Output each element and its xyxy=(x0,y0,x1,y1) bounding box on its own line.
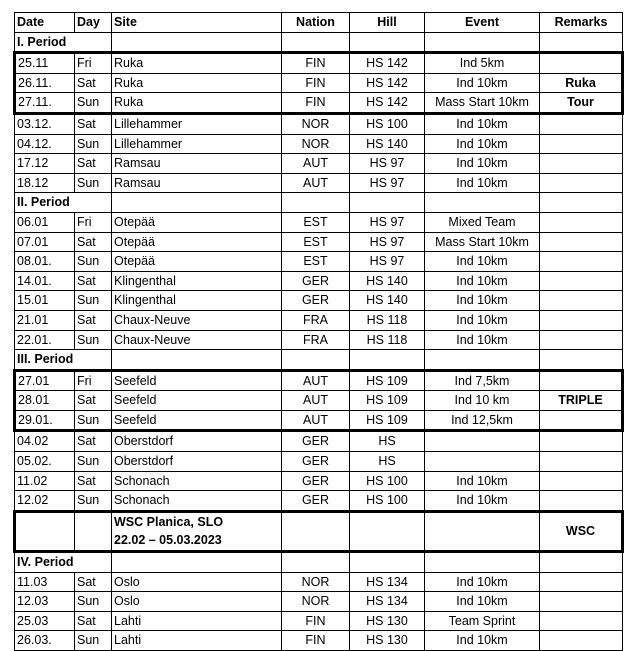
period-row xyxy=(15,350,623,371)
event-cell: Ind 10km xyxy=(425,134,540,154)
table-row xyxy=(15,631,623,651)
day-cell: Sun xyxy=(75,252,112,272)
day-cell: Sun xyxy=(75,631,112,651)
hill-cell: HS 142 xyxy=(350,93,425,114)
remarks-cell xyxy=(540,310,623,330)
table-row xyxy=(15,592,623,612)
remarks-cell xyxy=(540,134,623,154)
event-cell: Ind 10km xyxy=(425,154,540,174)
date-cell: 11.02 xyxy=(15,471,75,491)
header-day: Day xyxy=(75,13,112,33)
wsc-row xyxy=(15,511,623,551)
header-site: Site xyxy=(112,13,282,33)
event-cell: Ind 10km xyxy=(425,572,540,592)
day-cell: Sat xyxy=(75,431,112,452)
day-cell: Sat xyxy=(75,154,112,174)
table-row xyxy=(15,134,623,154)
site-cell: Oslo xyxy=(112,592,282,612)
day-cell: Sat xyxy=(75,232,112,252)
event-cell: Ind 10km xyxy=(425,113,540,134)
period-label: I. Period xyxy=(15,32,112,53)
nation-cell: GER xyxy=(282,491,350,512)
day-cell: Sat xyxy=(75,271,112,291)
table-row xyxy=(15,291,623,311)
hill-cell: HS 134 xyxy=(350,592,425,612)
site-cell: Chaux-Neuve xyxy=(112,310,282,330)
table-row xyxy=(15,391,623,411)
nation-cell: FIN xyxy=(282,631,350,651)
header-remarks: Remarks xyxy=(540,13,623,33)
site-cell: Klingenthal xyxy=(112,271,282,291)
day-cell: Sat xyxy=(75,113,112,134)
site-cell: Lillehammer xyxy=(112,113,282,134)
event-cell: Ind 10km xyxy=(425,310,540,330)
wsc-remark: WSC xyxy=(540,511,623,551)
table-row xyxy=(15,212,623,232)
site-cell: Schonach xyxy=(112,491,282,512)
day-cell: Sun xyxy=(75,592,112,612)
event-cell: Ind 10km xyxy=(425,271,540,291)
table-row xyxy=(15,611,623,631)
event-cell xyxy=(425,431,540,452)
site-cell: Ruka xyxy=(112,73,282,93)
day-cell: Sun xyxy=(75,410,112,431)
hill-cell: HS 134 xyxy=(350,572,425,592)
header-hill: Hill xyxy=(350,13,425,33)
date-cell: 06.01 xyxy=(15,212,75,232)
nation-cell: FIN xyxy=(282,73,350,93)
remarks-cell xyxy=(540,572,623,592)
nation-cell: FRA xyxy=(282,310,350,330)
hill-cell: HS 140 xyxy=(350,271,425,291)
site-cell: Seefeld xyxy=(112,370,282,391)
site-cell: Oberstdorf xyxy=(112,452,282,472)
nation-cell: FIN xyxy=(282,611,350,631)
hill-cell: HS 109 xyxy=(350,410,425,431)
event-cell: Ind 10km xyxy=(425,173,540,193)
remarks-cell xyxy=(540,53,623,74)
date-cell: 15.01 xyxy=(15,291,75,311)
event-cell: Ind 5km xyxy=(425,53,540,74)
day-cell: Fri xyxy=(75,53,112,74)
remarks-cell xyxy=(540,631,623,651)
table-row xyxy=(15,113,623,134)
period-label: IV. Period xyxy=(15,552,112,573)
nation-cell: GER xyxy=(282,452,350,472)
nation-cell: NOR xyxy=(282,113,350,134)
wsc-title: WSC Planica, SLO xyxy=(114,514,224,529)
remarks-cell xyxy=(540,113,623,134)
event-cell: Team Sprint xyxy=(425,611,540,631)
hill-cell: HS 130 xyxy=(350,611,425,631)
wsc-site-cell xyxy=(112,511,282,551)
event-cell: Ind 10km xyxy=(425,291,540,311)
hill-cell: HS 97 xyxy=(350,154,425,174)
date-cell: 26.11. xyxy=(15,73,75,93)
day-cell: Sun xyxy=(75,291,112,311)
header-date: Date xyxy=(15,13,75,33)
remarks-cell xyxy=(540,611,623,631)
table-row xyxy=(15,310,623,330)
remarks-cell xyxy=(540,491,623,512)
hill-cell: HS 100 xyxy=(350,491,425,512)
site-cell: Ruka xyxy=(112,93,282,114)
nation-cell: EST xyxy=(282,232,350,252)
date-cell: 25.03 xyxy=(15,611,75,631)
site-cell: Chaux-Neuve xyxy=(112,330,282,350)
nation-cell: AUT xyxy=(282,370,350,391)
table-row xyxy=(15,491,623,512)
nation-cell: AUT xyxy=(282,391,350,411)
header-nation: Nation xyxy=(282,13,350,33)
header-event: Event xyxy=(425,13,540,33)
site-cell: Seefeld xyxy=(112,410,282,431)
hill-cell: HS 97 xyxy=(350,252,425,272)
event-cell: Ind 10km xyxy=(425,631,540,651)
table-row xyxy=(15,471,623,491)
site-cell: Ruka xyxy=(112,53,282,74)
date-cell: 27.11. xyxy=(15,93,75,114)
table-row xyxy=(15,271,623,291)
day-cell: Sun xyxy=(75,93,112,114)
nation-cell: EST xyxy=(282,212,350,232)
table-row xyxy=(15,452,623,472)
day-cell: Sun xyxy=(75,452,112,472)
hill-cell: HS 97 xyxy=(350,212,425,232)
event-cell: Ind 10km xyxy=(425,491,540,512)
hill-cell: HS 97 xyxy=(350,173,425,193)
hill-cell: HS 109 xyxy=(350,391,425,411)
nation-cell: AUT xyxy=(282,173,350,193)
hill-cell: HS xyxy=(350,452,425,472)
event-cell: Ind 10km xyxy=(425,330,540,350)
date-cell: 14.01. xyxy=(15,271,75,291)
day-cell: Fri xyxy=(75,212,112,232)
remarks-cell xyxy=(540,232,623,252)
remarks-cell xyxy=(540,410,623,431)
nation-cell: FIN xyxy=(282,53,350,74)
remarks-cell xyxy=(540,291,623,311)
day-cell: Sat xyxy=(75,471,112,491)
nation-cell: FRA xyxy=(282,330,350,350)
nation-cell: FIN xyxy=(282,93,350,114)
calendar-table xyxy=(13,12,624,651)
hill-cell: HS 142 xyxy=(350,53,425,74)
day-cell: Sat xyxy=(75,391,112,411)
hill-cell: HS 100 xyxy=(350,471,425,491)
nation-cell: GER xyxy=(282,471,350,491)
schedule-sheet xyxy=(13,12,624,651)
site-cell: Lahti xyxy=(112,611,282,631)
site-cell: Lahti xyxy=(112,631,282,651)
hill-cell: HS 100 xyxy=(350,113,425,134)
event-cell: Ind 10km xyxy=(425,252,540,272)
nation-cell: NOR xyxy=(282,572,350,592)
remarks-cell: TRIPLE xyxy=(540,391,623,411)
table-row xyxy=(15,93,623,114)
period-row xyxy=(15,32,623,53)
hill-cell: HS xyxy=(350,431,425,452)
date-cell: 04.02 xyxy=(15,431,75,452)
date-cell: 04.12. xyxy=(15,134,75,154)
table-row xyxy=(15,73,623,93)
event-cell: Ind 10km xyxy=(425,471,540,491)
hill-cell: HS 109 xyxy=(350,370,425,391)
remarks-cell xyxy=(540,592,623,612)
date-cell: 28.01 xyxy=(15,391,75,411)
site-cell: Otepää xyxy=(112,232,282,252)
date-cell: 07.01 xyxy=(15,232,75,252)
hill-cell: HS 118 xyxy=(350,310,425,330)
date-cell: 27.01 xyxy=(15,370,75,391)
day-cell: Sun xyxy=(75,173,112,193)
day-cell: Sat xyxy=(75,572,112,592)
hill-cell: HS 97 xyxy=(350,232,425,252)
nation-cell: AUT xyxy=(282,154,350,174)
table-row xyxy=(15,232,623,252)
event-cell: Ind 10km xyxy=(425,592,540,612)
date-cell: 25.11 xyxy=(15,53,75,74)
site-cell: Klingenthal xyxy=(112,291,282,311)
remarks-cell: Tour xyxy=(540,93,623,114)
remarks-cell xyxy=(540,330,623,350)
event-cell: Ind 10km xyxy=(425,73,540,93)
table-row xyxy=(15,370,623,391)
table-row xyxy=(15,410,623,431)
remarks-cell: Ruka xyxy=(540,73,623,93)
date-cell: 22.01. xyxy=(15,330,75,350)
date-cell: 17.12 xyxy=(15,154,75,174)
hill-cell: HS 118 xyxy=(350,330,425,350)
event-cell: Ind 7,5km xyxy=(425,370,540,391)
date-cell: 12.03 xyxy=(15,592,75,612)
day-cell: Fri xyxy=(75,370,112,391)
table-row xyxy=(15,572,623,592)
day-cell: Sun xyxy=(75,491,112,512)
wsc-dates: 22.02 – 05.03.2023 xyxy=(114,533,222,548)
table-row xyxy=(15,330,623,350)
remarks-cell xyxy=(540,271,623,291)
period-label: II. Period xyxy=(15,193,112,213)
event-cell: Mixed Team xyxy=(425,212,540,232)
period-row xyxy=(15,193,623,213)
table-row xyxy=(15,53,623,74)
hill-cell: HS 142 xyxy=(350,73,425,93)
site-cell: Oslo xyxy=(112,572,282,592)
header-row xyxy=(15,13,623,33)
date-cell: 12.02 xyxy=(15,491,75,512)
nation-cell: GER xyxy=(282,431,350,452)
site-cell: Ramsau xyxy=(112,154,282,174)
remarks-cell xyxy=(540,471,623,491)
nation-cell: GER xyxy=(282,271,350,291)
site-cell: Ramsau xyxy=(112,173,282,193)
date-cell: 26.03. xyxy=(15,631,75,651)
day-cell: Sat xyxy=(75,73,112,93)
site-cell: Otepää xyxy=(112,252,282,272)
remarks-cell xyxy=(540,431,623,452)
nation-cell: NOR xyxy=(282,134,350,154)
date-cell: 05.02. xyxy=(15,452,75,472)
site-cell: Schonach xyxy=(112,471,282,491)
nation-cell: GER xyxy=(282,291,350,311)
date-cell: 29.01. xyxy=(15,410,75,431)
date-cell: 03.12. xyxy=(15,113,75,134)
day-cell: Sat xyxy=(75,611,112,631)
date-cell: 08.01. xyxy=(15,252,75,272)
site-cell: Otepää xyxy=(112,212,282,232)
remarks-cell xyxy=(540,370,623,391)
day-cell: Sun xyxy=(75,134,112,154)
period-row xyxy=(15,552,623,573)
event-cell: Ind 10 km xyxy=(425,391,540,411)
table-row xyxy=(15,154,623,174)
nation-cell: AUT xyxy=(282,410,350,431)
hill-cell: HS 140 xyxy=(350,291,425,311)
site-cell: Oberstdorf xyxy=(112,431,282,452)
day-cell: Sat xyxy=(75,310,112,330)
date-cell: 21.01 xyxy=(15,310,75,330)
remarks-cell xyxy=(540,452,623,472)
hill-cell: HS 130 xyxy=(350,631,425,651)
period-label: III. Period xyxy=(15,350,112,371)
date-cell: 11.03 xyxy=(15,572,75,592)
remarks-cell xyxy=(540,154,623,174)
hill-cell: HS 140 xyxy=(350,134,425,154)
date-cell: 18.12 xyxy=(15,173,75,193)
event-cell: Mass Start 10km xyxy=(425,232,540,252)
remarks-cell xyxy=(540,173,623,193)
remarks-cell xyxy=(540,212,623,232)
day-cell: Sun xyxy=(75,330,112,350)
table-row xyxy=(15,173,623,193)
table-row xyxy=(15,431,623,452)
site-cell: Lillehammer xyxy=(112,134,282,154)
event-cell xyxy=(425,452,540,472)
event-cell: Mass Start 10km xyxy=(425,93,540,114)
event-cell: Ind 12,5km xyxy=(425,410,540,431)
nation-cell: NOR xyxy=(282,592,350,612)
table-row xyxy=(15,252,623,272)
nation-cell: EST xyxy=(282,252,350,272)
site-cell: Seefeld xyxy=(112,391,282,411)
remarks-cell xyxy=(540,252,623,272)
